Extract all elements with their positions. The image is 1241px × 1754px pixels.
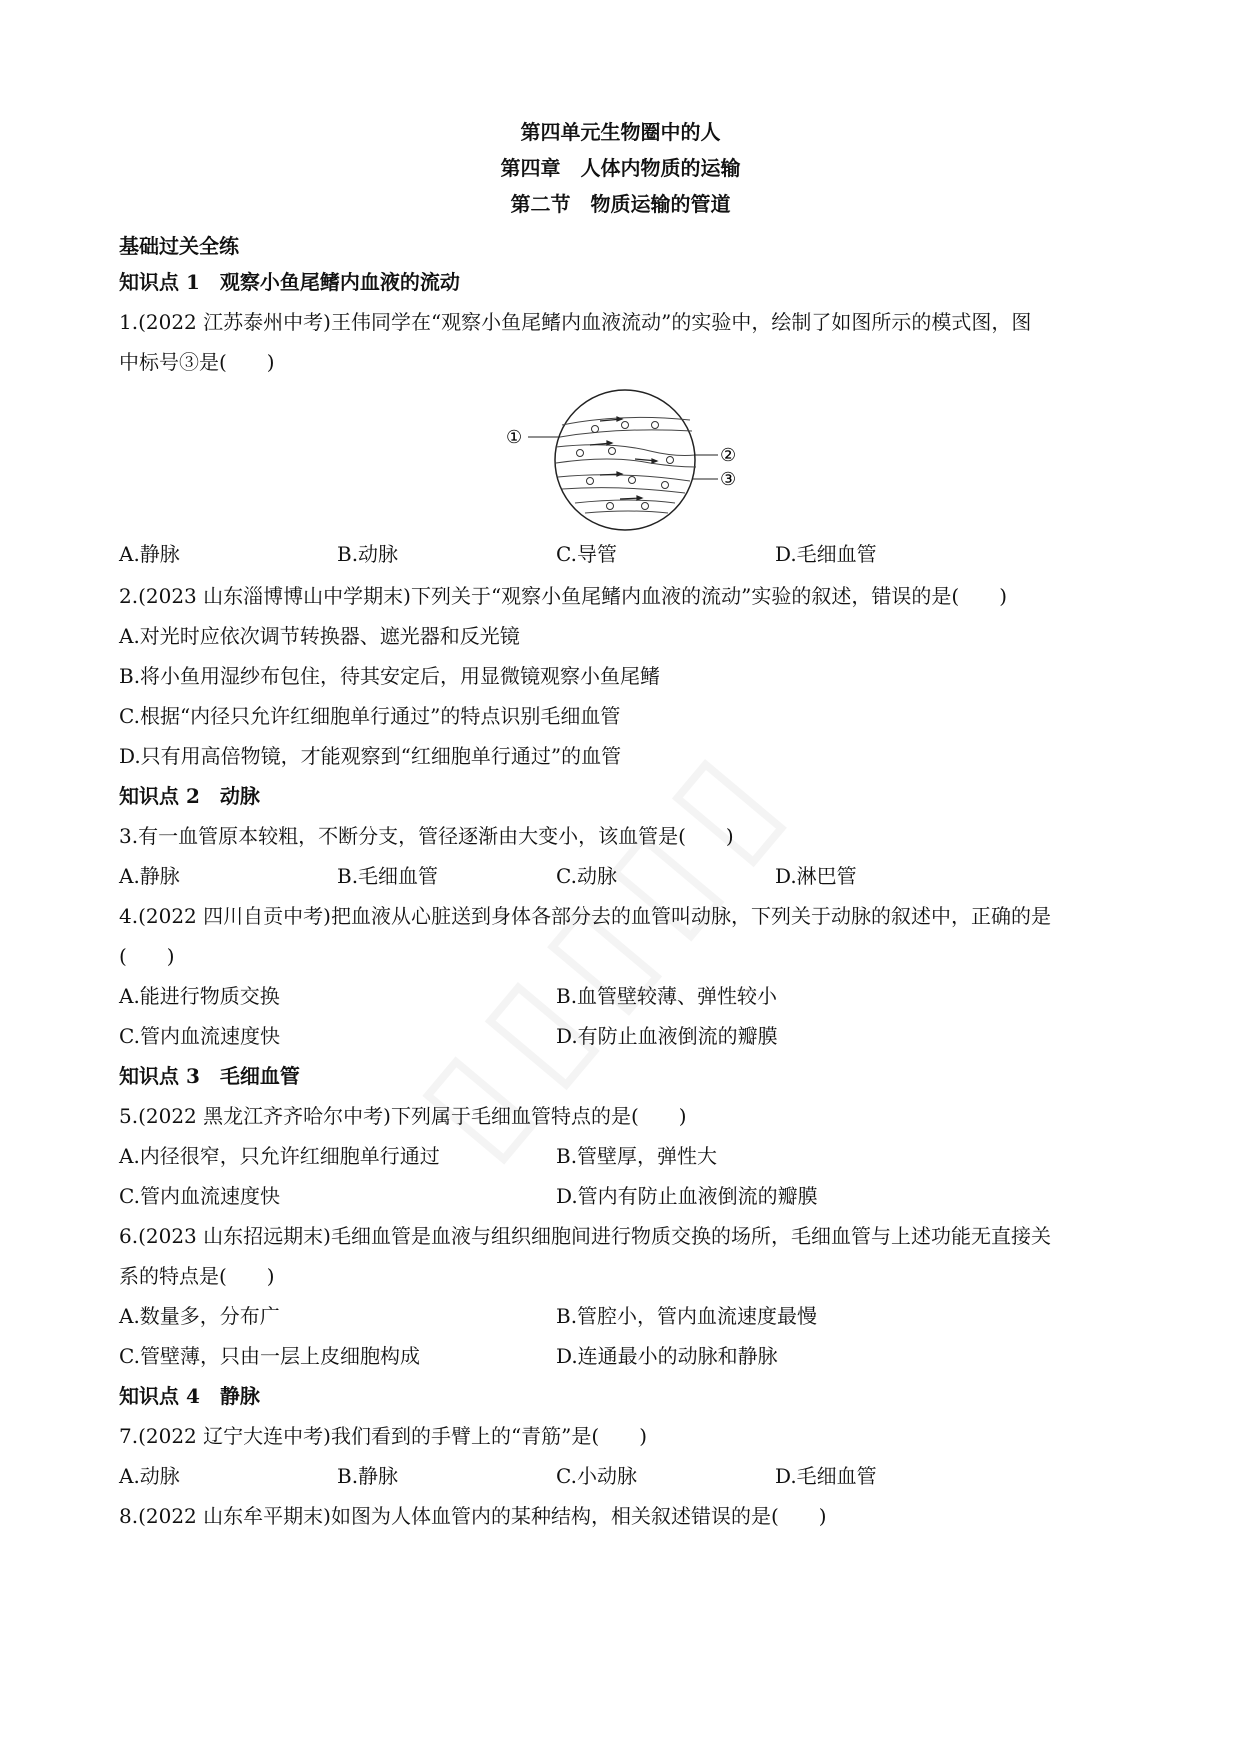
q2-option-d[interactable]: D.只有用高倍物镜，才能观察到“红细胞单行通过”的血管 — [119, 744, 622, 768]
vessel-top-b — [560, 430, 692, 437]
figure-label-1: ① — [506, 427, 523, 448]
q3-option-a[interactable]: A.静脉 — [119, 864, 180, 888]
q5-option-a[interactable]: A.内径很窄，只允许红细胞单行通过 — [119, 1144, 440, 1168]
q2-stem: 2.(2023 山东淄博博山中学期末)下列关于“观察小鱼尾鳍内血液的流动”实验的叙述，错误的是( ) — [119, 584, 1007, 608]
blood-cell — [592, 426, 599, 433]
q7-option-d[interactable]: D.毛细血管 — [775, 1464, 877, 1488]
q1-option-a[interactable]: A.静脉 — [119, 542, 180, 566]
blood-cell — [609, 448, 616, 455]
blood-cell — [622, 422, 629, 429]
q5-option-c[interactable]: C.管内血流速度快 — [119, 1184, 280, 1208]
knowledge-point-4: 知识点 4 静脉 — [119, 1384, 260, 1408]
section-title: 第二节 物质运输的管道 — [510, 192, 731, 216]
q1-option-b[interactable]: B.动脉 — [337, 542, 399, 566]
q2-option-c[interactable]: C.根据“内径只允许红细胞单行通过”的特点识别毛细血管 — [119, 704, 621, 728]
q4-option-c[interactable]: C.管内血流速度快 — [119, 1024, 280, 1048]
q1-option-c[interactable]: C.导管 — [556, 542, 617, 566]
unit-title: 第四单元生物圈中的人 — [520, 120, 721, 144]
q6-option-b[interactable]: B.管腔小，管内血流速度最慢 — [556, 1304, 818, 1328]
blood-cell — [642, 503, 649, 510]
vessel-bottom-b — [585, 511, 668, 513]
flow-arrow-head — [607, 441, 612, 445]
watermark — [384, 391, 1116, 1209]
blood-cell — [652, 422, 659, 429]
q3-stem: 3.有一血管原本较粗，不断分支，管径逐渐由大变小，该血管是( ) — [119, 824, 734, 848]
q2-option-a[interactable]: A.对光时应依次调节转换器、遮光器和反光镜 — [119, 624, 520, 648]
q1-option-d[interactable]: D.毛细血管 — [775, 542, 877, 566]
vessel-low-a — [558, 475, 690, 481]
blood-cell — [629, 477, 636, 484]
knowledge-point-1: 知识点 1 观察小鱼尾鳍内血液的流动 — [119, 270, 460, 294]
q6-option-c[interactable]: C.管壁薄，只由一层上皮细胞构成 — [119, 1344, 420, 1368]
chapter-title: 第四章 人体内物质的运输 — [500, 156, 741, 180]
blood-cell — [662, 482, 669, 489]
knowledge-point-3: 知识点 3 毛细血管 — [119, 1064, 300, 1088]
q4-stem-line1: 4.(2022 四川自贡中考)把血液从心脏送到身体各部分去的血管叫动脉，下列关于动脉的叙述中，正确的是 — [119, 904, 1051, 928]
fish-fin-blood-flow-figure — [500, 385, 750, 535]
practice-title: 基础过关全练 — [119, 234, 239, 258]
q1-stem-line1: 1.(2022 江苏泰州中考)王伟同学在“观察小鱼尾鳍内血液流动”的实验中，绘制了如图所示的模式图，图 — [119, 310, 1032, 334]
q7-option-b[interactable]: B.静脉 — [337, 1464, 399, 1488]
figure-label-2: ② — [720, 445, 737, 466]
q6-stem-line1: 6.(2023 山东招远期末)毛细血管是血液与组织细胞间进行物质交换的场所，毛细血管与上述功能无直接关 — [119, 1224, 1051, 1248]
q4-stem-line2: ( ) — [119, 944, 175, 968]
blood-cell — [607, 503, 614, 510]
blood-cell — [587, 478, 594, 485]
q6-option-d[interactable]: D.连通最小的动脉和静脉 — [556, 1344, 778, 1368]
q5-option-b[interactable]: B.管壁厚，弹性大 — [556, 1144, 718, 1168]
q7-option-a[interactable]: A.动脉 — [119, 1464, 180, 1488]
blood-cell — [667, 457, 674, 464]
q4-option-a[interactable]: A.能进行物质交换 — [119, 984, 280, 1008]
q6-option-a[interactable]: A.数量多，分布广 — [119, 1304, 280, 1328]
q5-option-d[interactable]: D.管内有防止血液倒流的瓣膜 — [556, 1184, 818, 1208]
q3-option-b[interactable]: B.毛细血管 — [337, 864, 439, 888]
q6-stem-line2: 系的特点是( ) — [119, 1264, 275, 1288]
q7-option-c[interactable]: C.小动脉 — [556, 1464, 637, 1488]
blood-cell — [577, 450, 584, 457]
q8-stem: 8.(2022 山东牟平期末)如图为人体血管内的某种结构，相关叙述错误的是( ) — [119, 1504, 827, 1528]
flow-arrow-head — [652, 459, 657, 463]
q3-option-d[interactable]: D.淋巴管 — [775, 864, 857, 888]
q2-option-b[interactable]: B.将小鱼用湿纱布包住，待其安定后，用显微镜观察小鱼尾鳍 — [119, 664, 661, 688]
flow-arrow-head — [637, 496, 642, 500]
q3-option-c[interactable]: C.动脉 — [556, 864, 617, 888]
figure-label-3: ③ — [720, 469, 737, 490]
q5-stem: 5.(2022 黑龙江齐齐哈尔中考)下列属于毛细血管特点的是( ) — [119, 1104, 687, 1128]
knowledge-point-2: 知识点 2 动脉 — [119, 784, 260, 808]
q4-option-b[interactable]: B.血管壁较薄、弹性较小 — [556, 984, 778, 1008]
q7-stem: 7.(2022 辽宁大连中考)我们看到的手臂上的“青筋”是( ) — [119, 1424, 647, 1448]
q1-stem-line2: 中标号③是( ) — [119, 350, 275, 374]
vessel-bottom-a — [575, 500, 675, 503]
vessel-mid-b — [556, 459, 696, 467]
q4-option-d[interactable]: D.有防止血液倒流的瓣膜 — [556, 1024, 778, 1048]
